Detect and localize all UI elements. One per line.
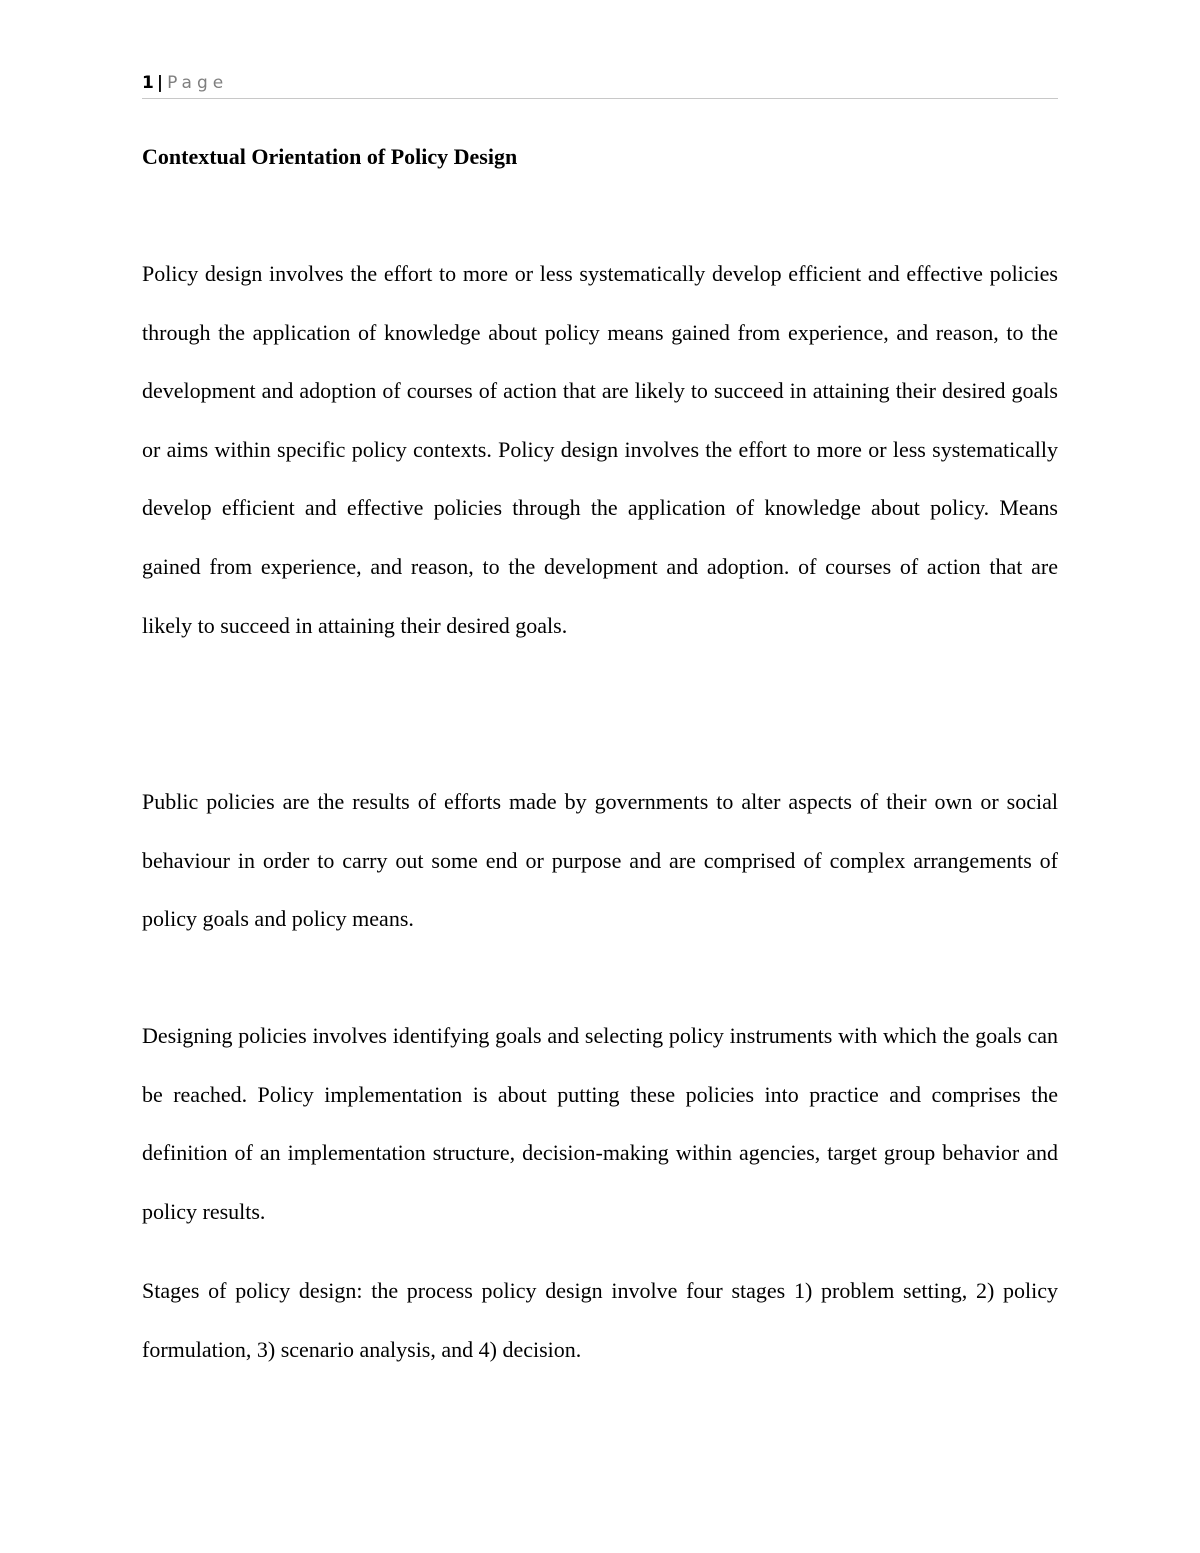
page-label: Page xyxy=(167,73,229,93)
paragraph-policy-design: Policy design involves the effort to more or less systematically develop efficient and effective policies through the application of knowledge about policy means gained from experience, and reason, to the development and adoption of courses of action that are likely to succeed in attaining their desired goals or aims within specific policy contexts. Policy design involves the effort to more or less systematically develop efficient and effective policies through the application of knowledge about policy. Means gained from experience, and reason, to the development and adoption. of courses of action that are likely to succeed in attaining their desired goals. xyxy=(142,261,1058,638)
paragraph-designing-policies: Designing policies involves identifying goals and selecting policy instruments with which the goals can be reached. Policy implementation is about putting these policies into practice and comprises the definition of an implementation structure, decision-making within agencies, target group behavior and policy results. xyxy=(142,1023,1058,1224)
document-title: Contextual Orientation of Policy Design xyxy=(142,144,518,169)
paragraph-stages: Stages of policy design: the process policy design involve four stages 1) problem setting, 2) policy formulation, 3) scenario analysis, and 4) decision. xyxy=(142,1278,1058,1362)
page-number: 1 xyxy=(142,73,154,93)
page-header xyxy=(142,71,1058,99)
header-separator: | xyxy=(156,73,164,93)
paragraph-public-policies: Public policies are the results of efforts made by governments to alter aspects of their own or social behaviour in order to carry out some end or purpose and are comprised of complex arrangements of policy goals and policy means. xyxy=(142,789,1058,932)
